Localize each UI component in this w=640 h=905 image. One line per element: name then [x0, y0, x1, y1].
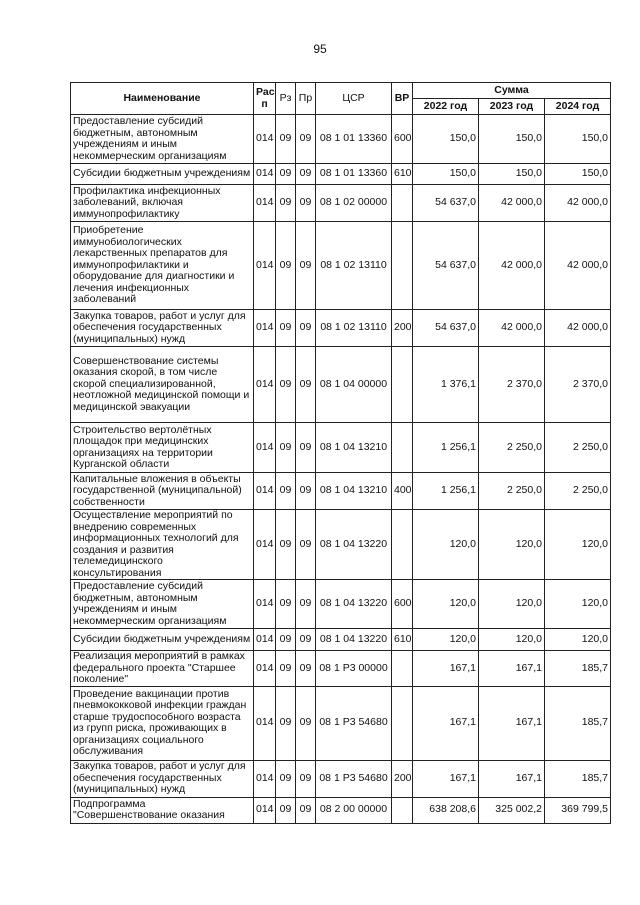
cell-2022: 1 376,1	[413, 347, 479, 423]
cell-rz: 09	[276, 222, 296, 310]
cell-name: Профилактика инфекционных заболеваний, включая иммунопрофилактику	[71, 185, 254, 222]
cell-2024: 42 000,0	[545, 185, 611, 222]
cell-2022: 167,1	[413, 651, 479, 687]
cell-vr: 610	[392, 629, 413, 651]
cell-rasp: 014	[254, 760, 276, 797]
cell-rz: 09	[276, 164, 296, 185]
cell-pr: 09	[296, 686, 316, 760]
cell-2023: 42 000,0	[479, 185, 545, 222]
cell-2022: 120,0	[413, 580, 479, 629]
cell-2024: 150,0	[545, 164, 611, 185]
cell-rasp: 014	[254, 473, 276, 510]
table-row	[71, 222, 611, 310]
cell-vr: 200	[392, 310, 413, 347]
cell-2023: 167,1	[479, 686, 545, 760]
cell-2022: 54 637,0	[413, 222, 479, 310]
cell-vr	[392, 686, 413, 760]
cell-csr: 08 1 04 13220	[316, 580, 392, 629]
cell-pr: 09	[296, 510, 316, 580]
cell-2023: 120,0	[479, 629, 545, 651]
cell-name: Предоставление субсидий бюджетным, автономным учреждениям и иным некоммерческим организациям	[71, 115, 254, 164]
cell-name: Осуществление мероприятий по внедрению современных информационных технологий для создания и развития телемедицинского консультирования	[71, 510, 254, 580]
cell-2022: 167,1	[413, 686, 479, 760]
header-csr: ЦСР	[316, 83, 392, 115]
cell-2024: 2 250,0	[545, 423, 611, 473]
cell-name: Субсидии бюджетным учреждениям	[71, 164, 254, 185]
cell-rasp: 014	[254, 222, 276, 310]
cell-vr	[392, 185, 413, 222]
table-row	[71, 651, 611, 687]
cell-2024: 120,0	[545, 510, 611, 580]
cell-2023: 167,1	[479, 760, 545, 797]
cell-name: Закупка товаров, работ и услуг для обеспечения государственных (муниципальных) нужд	[71, 760, 254, 797]
cell-rasp: 014	[254, 797, 276, 823]
table-row	[71, 580, 611, 629]
cell-rasp: 014	[254, 115, 276, 164]
cell-2022: 120,0	[413, 510, 479, 580]
cell-name: Совершенствование системы оказания скорой, в том числе скорой специализированной, неотложной медицинской помощи и медицинской эвакуации	[71, 347, 254, 423]
cell-csr: 08 1 P3 00000	[316, 651, 392, 687]
cell-2024: 2 250,0	[545, 473, 611, 510]
cell-2022: 120,0	[413, 629, 479, 651]
cell-2024: 120,0	[545, 580, 611, 629]
cell-name: Подпрограмма "Совершенствование оказания	[71, 797, 254, 823]
header-2023: 2023 год	[479, 99, 545, 115]
cell-name: Реализация мероприятий в рамках федерального проекта "Старшее поколение"	[71, 651, 254, 687]
cell-pr: 09	[296, 185, 316, 222]
cell-pr: 09	[296, 347, 316, 423]
cell-2022: 1 256,1	[413, 423, 479, 473]
cell-name: Предоставление субсидий бюджетным, автономным учреждениям и иным некоммерческим организациям	[71, 580, 254, 629]
cell-csr: 08 1 01 13360	[316, 164, 392, 185]
table-row	[71, 347, 611, 423]
cell-2023: 2 370,0	[479, 347, 545, 423]
cell-pr: 09	[296, 115, 316, 164]
budget-table	[70, 82, 611, 824]
cell-2022: 167,1	[413, 760, 479, 797]
cell-vr: 600	[392, 580, 413, 629]
cell-2023: 42 000,0	[479, 222, 545, 310]
cell-rz: 09	[276, 115, 296, 164]
cell-2024: 185,7	[545, 651, 611, 687]
cell-2023: 120,0	[479, 580, 545, 629]
table-row	[71, 115, 611, 164]
cell-vr: 610	[392, 164, 413, 185]
cell-pr: 09	[296, 423, 316, 473]
cell-2023: 150,0	[479, 115, 545, 164]
header-summa: Сумма	[413, 83, 611, 99]
cell-2023: 150,0	[479, 164, 545, 185]
cell-2023: 167,1	[479, 651, 545, 687]
cell-2023: 42 000,0	[479, 310, 545, 347]
cell-rz: 09	[276, 510, 296, 580]
table-row	[71, 185, 611, 222]
cell-vr	[392, 222, 413, 310]
cell-rz: 09	[276, 580, 296, 629]
cell-2023: 2 250,0	[479, 423, 545, 473]
cell-csr: 08 1 04 13220	[316, 629, 392, 651]
cell-rasp: 014	[254, 310, 276, 347]
cell-2022: 638 208,6	[413, 797, 479, 823]
cell-csr: 08 1 02 13110	[316, 222, 392, 310]
cell-csr: 08 1 04 13210	[316, 473, 392, 510]
cell-pr: 09	[296, 797, 316, 823]
cell-name: Капитальные вложения в объекты государственной (муниципальной) собственности	[71, 473, 254, 510]
cell-rasp: 014	[254, 629, 276, 651]
header-name: Наименование	[71, 83, 254, 115]
cell-2023: 120,0	[479, 510, 545, 580]
cell-name: Закупка товаров, работ и услуг для обеспечения государственных (муниципальных) нужд	[71, 310, 254, 347]
cell-csr: 08 2 00 00000	[316, 797, 392, 823]
cell-2024: 120,0	[545, 629, 611, 651]
cell-rz: 09	[276, 760, 296, 797]
cell-pr: 09	[296, 222, 316, 310]
cell-csr: 08 1 04 00000	[316, 347, 392, 423]
cell-vr: 200	[392, 760, 413, 797]
cell-rasp: 014	[254, 347, 276, 423]
cell-2023: 325 002,2	[479, 797, 545, 823]
cell-vr	[392, 423, 413, 473]
cell-vr	[392, 797, 413, 823]
table-row	[71, 473, 611, 510]
table-row	[71, 310, 611, 347]
cell-pr: 09	[296, 760, 316, 797]
cell-pr: 09	[296, 164, 316, 185]
cell-csr: 08 1 01 13360	[316, 115, 392, 164]
header-2024: 2024 год	[545, 99, 611, 115]
cell-2024: 185,7	[545, 686, 611, 760]
cell-vr	[392, 347, 413, 423]
table-row	[71, 510, 611, 580]
cell-2024: 42 000,0	[545, 222, 611, 310]
cell-2023: 2 250,0	[479, 473, 545, 510]
cell-2022: 150,0	[413, 164, 479, 185]
cell-2024: 185,7	[545, 760, 611, 797]
cell-2024: 2 370,0	[545, 347, 611, 423]
header-pr: Пр	[296, 83, 316, 115]
cell-2024: 150,0	[545, 115, 611, 164]
cell-pr: 09	[296, 310, 316, 347]
cell-rz: 09	[276, 185, 296, 222]
cell-csr: 08 1 02 00000	[316, 185, 392, 222]
cell-rasp: 014	[254, 580, 276, 629]
cell-2022: 1 256,1	[413, 473, 479, 510]
cell-rz: 09	[276, 629, 296, 651]
cell-2022: 150,0	[413, 115, 479, 164]
cell-rz: 09	[276, 797, 296, 823]
cell-rz: 09	[276, 310, 296, 347]
table-row	[71, 686, 611, 760]
header-vr: ВР	[392, 83, 413, 115]
cell-rz: 09	[276, 651, 296, 687]
header-rasp: Рас п	[254, 83, 276, 115]
cell-name: Субсидии бюджетным учреждениям	[71, 629, 254, 651]
table-row	[71, 760, 611, 797]
table-row	[71, 797, 611, 823]
cell-rasp: 014	[254, 185, 276, 222]
cell-pr: 09	[296, 473, 316, 510]
header-2022: 2022 год	[413, 99, 479, 115]
cell-csr: 08 1 04 13220	[316, 510, 392, 580]
cell-rasp: 014	[254, 651, 276, 687]
cell-2024: 369 799,5	[545, 797, 611, 823]
cell-csr: 08 1 P3 54680	[316, 760, 392, 797]
cell-2022: 54 637,0	[413, 310, 479, 347]
cell-vr	[392, 651, 413, 687]
cell-rasp: 014	[254, 686, 276, 760]
cell-rz: 09	[276, 686, 296, 760]
cell-pr: 09	[296, 580, 316, 629]
header-rz: Рз	[276, 83, 296, 115]
cell-name: Проведение вакцинации против пневмококковой инфекции граждан старше трудоспособного возраста из групп риска, проживающих в организациях социального обслуживания	[71, 686, 254, 760]
cell-vr: 400	[392, 473, 413, 510]
cell-rasp: 014	[254, 164, 276, 185]
cell-vr	[392, 510, 413, 580]
cell-csr: 08 1 02 13110	[316, 310, 392, 347]
cell-rz: 09	[276, 473, 296, 510]
cell-rz: 09	[276, 347, 296, 423]
table-body	[71, 115, 611, 824]
table-row	[71, 164, 611, 185]
table-row	[71, 629, 611, 651]
cell-2022: 54 637,0	[413, 185, 479, 222]
cell-csr: 08 1 P3 54680	[316, 686, 392, 760]
cell-name: Строительство вертолётных площадок при медицинских организациях на территории Курганской области	[71, 423, 254, 473]
cell-vr: 600	[392, 115, 413, 164]
cell-rasp: 014	[254, 510, 276, 580]
cell-pr: 09	[296, 651, 316, 687]
cell-name: Приобретение иммунобиологических лекарственных препаратов для иммунопрофилактики и оборудование для диагностики и лечения инфекционных заболеваний	[71, 222, 254, 310]
cell-rasp: 014	[254, 423, 276, 473]
cell-pr: 09	[296, 629, 316, 651]
cell-csr: 08 1 04 13210	[316, 423, 392, 473]
cell-rz: 09	[276, 423, 296, 473]
table-row	[71, 423, 611, 473]
cell-2024: 42 000,0	[545, 310, 611, 347]
page-number: 95	[313, 42, 327, 56]
